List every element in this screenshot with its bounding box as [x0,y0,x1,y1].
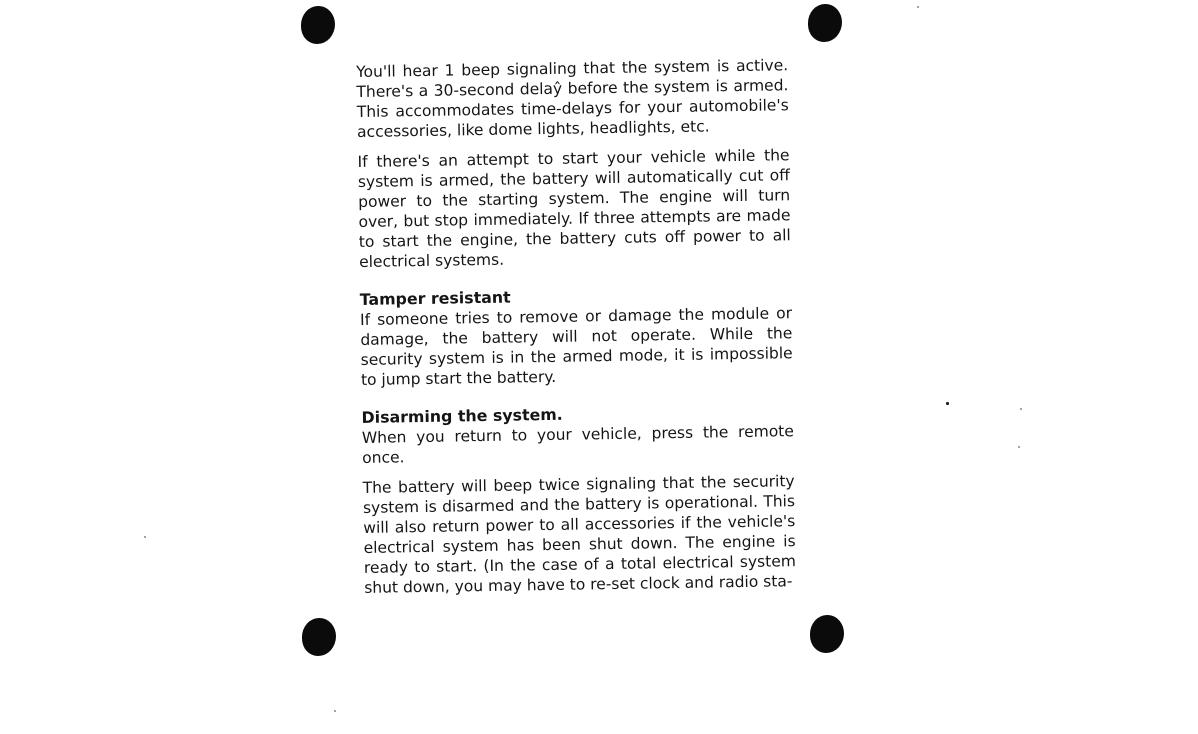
beep-paragraph: You'll hear 1 beep signaling that the system is active. There's a 30-second delaŷ before the system is armed. This accommodates time-delays for your automobile's accessories, like dome lights, headlights, etc. [356,56,789,141]
disarming-body: When you return to your vehicle, press the remote once. [361,422,794,467]
punch-hole-bottom-right [810,615,844,653]
scan-speck [144,536,146,538]
punch-hole-top-left [301,6,335,44]
punch-hole-top-right [808,4,842,42]
disarming-section [361,401,796,598]
punch-hole-bottom-left [302,618,336,656]
disarming-body-2: The battery will beep twice signaling that the security system is disarmed and the battery is operational. This will also return power to all accessories if the vehicle's electrical system has been shut down. The engine is ready to start. (In the case of a total electrical system shut down, you may have to re-set clock and radio sta- [362,472,797,597]
scan-speck [946,402,949,405]
scan-speck [1020,408,1022,410]
scan-speck [334,710,336,712]
scan-speck [1018,446,1020,448]
armed-start-paragraph: If there's an attempt to start your vehicle while the system is armed, the battery will automatically cut off power to the starting system. The engine will turn over, but stop immediately. If three attempts are made to start the engine, the battery cuts off power to all electrical systems. [357,146,791,271]
tamper-heading: Tamper resistant [359,287,511,309]
tamper-body: If someone tries to remove or damage the module or damage, the battery will not operate. While the security system is in the armed mode, it is impossible to jump start the battery. [359,304,793,389]
tamper-section [360,283,794,390]
manual-page-text [356,55,797,608]
disarming-heading: Disarming the system. [361,404,563,427]
scan-speck [917,6,919,8]
